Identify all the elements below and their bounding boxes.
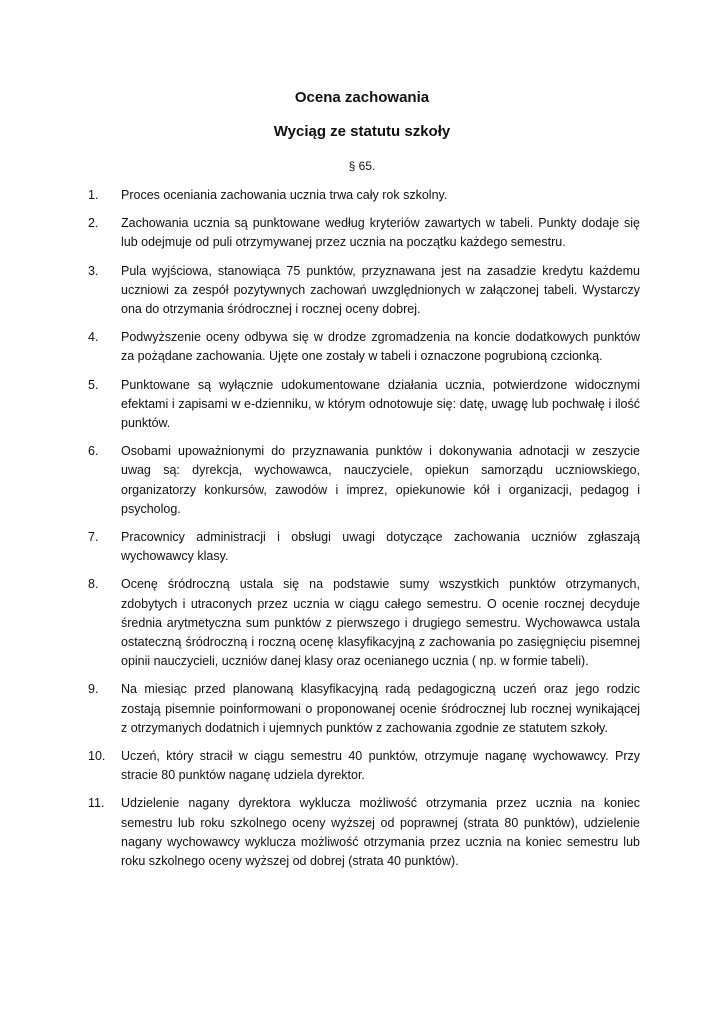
list-item — [88, 214, 640, 252]
list-item — [88, 376, 640, 434]
list-item — [88, 442, 640, 519]
item-text: Osobami upoważnionymi do przyznawania punktów i dokonywania adnotacji w zeszycie uwag są: dyrekcja, wychowawca, nauczyciele, opiekun samorządu uczniowskiego, organizatorzy konkursów, zawodów i imprez, opiekunowie kół i organizacji, pedagog i psycholog. — [121, 444, 640, 516]
list-item — [88, 262, 640, 320]
list-item — [88, 575, 640, 671]
item-text: Uczeń, który stracił w ciągu semestru 40 punktów, otrzymuje naganę wychowawcy. Przy stracie 80 punktów naganę udziela dyrektor. — [121, 749, 640, 783]
item-number: 1. — [88, 188, 99, 202]
list-item — [88, 528, 640, 566]
list-item — [88, 747, 640, 785]
item-number: 7. — [88, 530, 99, 545]
document-subtitle: Wyciąg ze statutu szkoły — [273, 123, 451, 140]
item-number: 11. — [88, 796, 105, 811]
list-item — [88, 186, 640, 205]
item-text: Udzielenie nagany dyrektora wyklucza możliwość otrzymania przez ucznia na koniec semestru lub roku szkolnego oceny wyższej od poprawnej (strata 80 punktów), udzielenie nagany wychowawcy wyklucza możliwość otrzymania przez ucznia na koniec semestru lub roku szkolnego oceny wyższej od dobrej (strata 40 punktów). — [121, 796, 640, 869]
item-text: Pula wyjściowa, stanowiąca 75 punktów, przyznawana jest na zasadzie kredytu każdemu uczniowi za zespół pozytywnych zachowań uwzględnionych w załączonej tabeli. Wystarczy ona do otrzymania śródrocznej i rocznej oceny dobrej. — [121, 263, 640, 317]
item-text: Zachowania ucznia są punktowane według kryteriów zawartych w tabeli. Punkty dodaje się lub odejmuje od puli otrzymywanej przez ucznia na początku każdego semestru. — [121, 216, 640, 250]
item-text: Proces oceniania zachowania ucznia trwa cały rok szkolny. — [121, 188, 448, 202]
list-item — [88, 794, 640, 871]
list-item — [88, 680, 640, 738]
item-number: 8. — [88, 577, 99, 592]
item-number: 4. — [88, 330, 99, 345]
item-text: Na miesiąc przed planowaną klasyfikacyjną radą pedagogiczną uczeń oraz jego rodzic zostają pisemnie poinformowani o proponowanej ocenie śródrocznej lub rocznej wynikającej z otrzymanych dodatnich i ujemnych punktów z zachowania zgodnie ze statutem szkoły. — [121, 682, 640, 735]
numbered-list — [88, 186, 640, 871]
item-number: 5. — [88, 377, 99, 392]
item-number: 2. — [88, 216, 99, 231]
item-number: 10. — [88, 749, 106, 764]
item-number: 9. — [88, 682, 99, 697]
item-number: 3. — [88, 263, 99, 278]
item-number: 6. — [88, 444, 99, 459]
item-text: Ocenę śródroczną ustala się na podstawie sumy wszystkich punktów otrzymanych, zdobytych i utraconych przez ucznia w ciągu całego semestru. O ocenie rocznej decyduje średnia arytmetyczna sum punktów z pierwszego i drugiego semestru. Wychowawca ustala ostateczną śródroczną i roczną ocenę klasyfikacyjną z zachowania po zasięgnięciu pisemnej opinii nauczycieli, uczniów danej klasy oraz ocenianego ucznia ( np. w formie tabeli). — [121, 577, 640, 669]
item-text: Podwyższenie oceny odbywa się w drodze zgromadzenia na koncie dodatkowych punktów za pożądane zachowania. Ujęte one zostały w tabeli i oznaczone pogrubioną czcionką. — [121, 330, 640, 364]
list-item — [88, 328, 640, 366]
item-text: Pracownicy administracji i obsługi uwagi dotyczące zachowania uczniów zgłaszają wychowawcy klasy. — [121, 530, 640, 564]
item-text: Punktowane są wyłącznie udokumentowane działania ucznia, potwierdzone widocznymi efektami i zapisami w e-dzienniku, w którym odnotowuje się: datę, uwagę lub pochwałę i ilość punktów. — [121, 377, 640, 431]
document-title: Ocena zachowania — [294, 89, 430, 106]
paragraph-sign: § 65. — [348, 159, 376, 173]
